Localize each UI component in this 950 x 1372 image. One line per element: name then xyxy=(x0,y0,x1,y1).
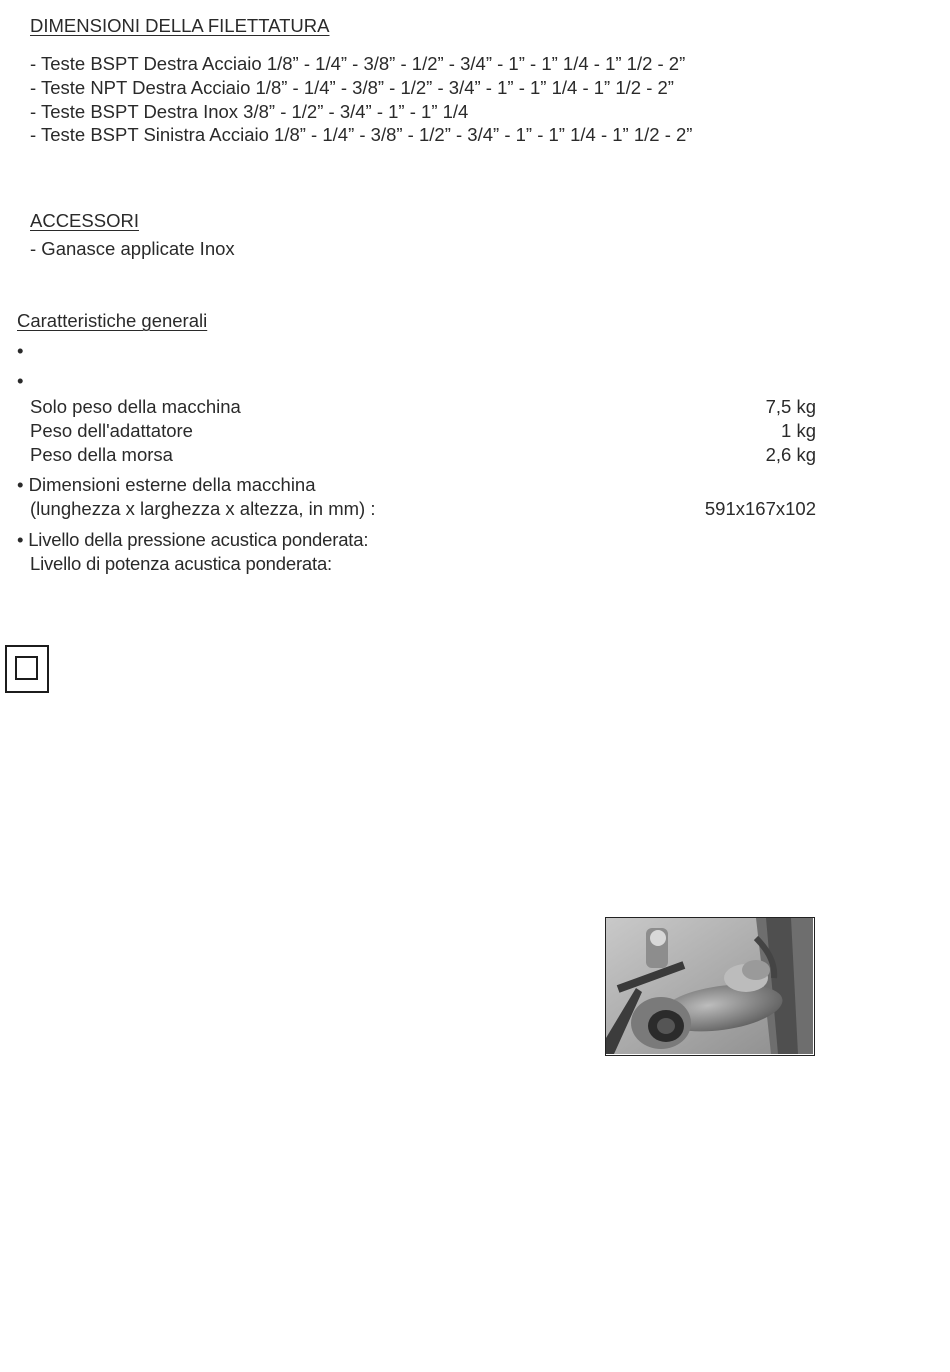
weight-adapter-label: Peso dell'adattatore xyxy=(30,420,193,441)
weight-vise-value: 2,6 kg xyxy=(765,444,816,465)
dimensions-sublabel: (lunghezza x larghezza x altezza, in mm) : xyxy=(30,498,376,519)
thread-section-title: DIMENSIONI DELLA FILETTATURA xyxy=(30,15,330,36)
machine-photo xyxy=(605,917,815,1056)
accessories-title: ACCESSORI xyxy=(30,210,139,231)
weight-adapter-value: 1 kg xyxy=(781,420,816,441)
double-insulation-icon xyxy=(5,645,49,693)
thread-item-npt-right-steel: - Teste NPT Destra Acciaio 1/8” - 1/4” - 3/8” - 1/2” - 3/4” - 1” - 1” 1/4 - 1” 1/2 - 2” xyxy=(30,77,674,98)
thread-item-bspt-right-steel: - Teste BSPT Destra Acciaio 1/8” - 1/4” - 3/8” - 1/2” - 3/4” - 1” - 1” 1/4 - 1” 1/2 - 2” xyxy=(30,53,686,74)
bullet-empty-2: • xyxy=(17,370,24,391)
bullet-empty-1: • xyxy=(17,340,24,361)
double-insulation-inner-square xyxy=(15,656,38,680)
noise-pressure-label: • Livello della pressione acustica ponderata: xyxy=(17,529,369,550)
dimensions-label: • Dimensioni esterne della macchina xyxy=(17,474,316,495)
dimensions-value: 591x167x102 xyxy=(704,498,816,519)
weight-machine-label: Solo peso della macchina xyxy=(30,396,241,417)
thread-item-bspt-left-steel: - Teste BSPT Sinistra Acciaio 1/8” - 1/4” - 3/8” - 1/2” - 3/4” - 1” - 1” 1/4 - 1” 1/2 - 2” xyxy=(30,124,693,145)
general-title: Caratteristiche generali xyxy=(17,310,208,331)
noise-power-label: Livello di potenza acustica ponderata: xyxy=(30,553,332,574)
weight-machine-value: 7,5 kg xyxy=(765,396,816,417)
thread-item-bspt-right-inox: - Teste BSPT Destra Inox 3/8” - 1/2” - 3/4” - 1” - 1” 1/4 xyxy=(30,101,469,122)
weight-vise-label: Peso della morsa xyxy=(30,444,173,465)
accessory-item: - Ganasce applicate Inox xyxy=(30,238,235,259)
